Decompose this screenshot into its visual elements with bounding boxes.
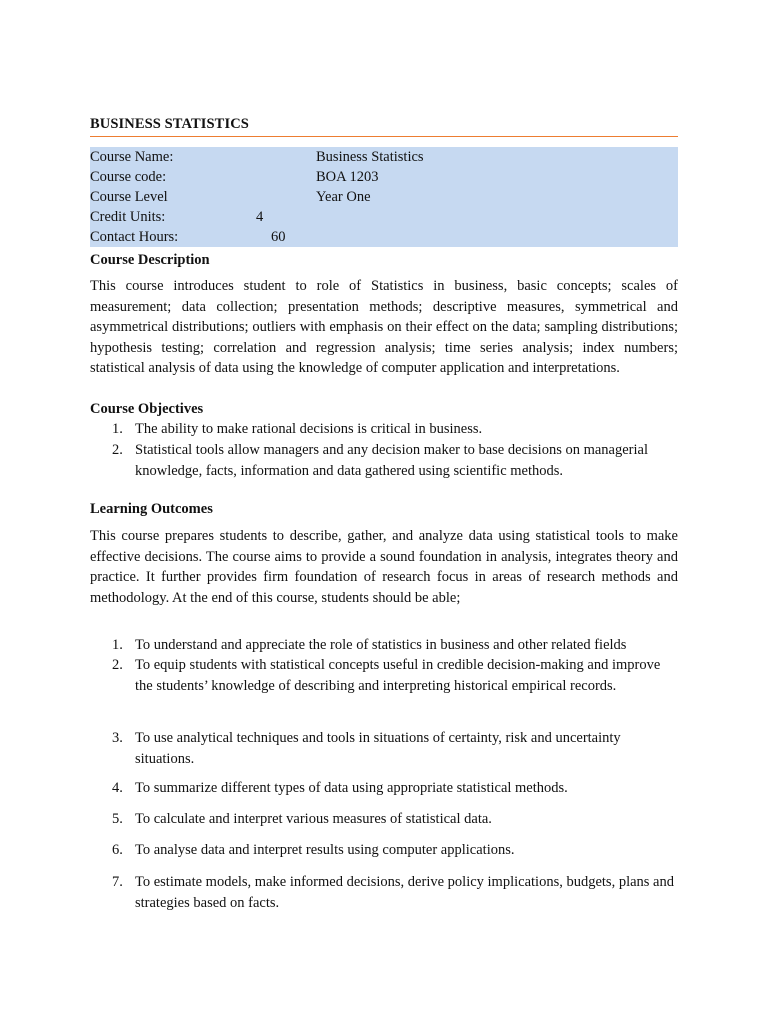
contact-hours-value: 60 bbox=[271, 229, 286, 245]
course-objectives-heading: Course Objectives bbox=[90, 401, 204, 417]
document-title: BUSINESS STATISTICS bbox=[90, 116, 249, 132]
outcome-number: 4. bbox=[112, 780, 123, 796]
title-underline bbox=[90, 136, 678, 137]
course-code-value: BOA 1203 bbox=[316, 169, 379, 185]
outcome-number: 3. bbox=[112, 730, 123, 746]
course-level-value: Year One bbox=[316, 189, 371, 205]
contact-hours-label: Contact Hours: bbox=[90, 229, 179, 245]
course-name-label: Course Name: bbox=[90, 149, 174, 165]
course-description-heading: Course Description bbox=[90, 252, 210, 268]
outcome-text: To summarize different types of data using appropriate statistical methods. bbox=[135, 780, 568, 796]
course-level-row bbox=[90, 187, 678, 207]
outcome-text: To analyse data and interpret results using computer applications. bbox=[135, 842, 515, 858]
objective-text: The ability to make rational decisions is critical in business. bbox=[135, 421, 483, 437]
course-code-label: Course code: bbox=[90, 169, 167, 185]
outcome-text: To understand and appreciate the role of statistics in business and other related fields bbox=[135, 637, 627, 653]
outcome-text: To calculate and interpret various measures of statistical data. bbox=[135, 811, 492, 827]
objective-number: 1. bbox=[112, 421, 123, 437]
contact-hours-row bbox=[90, 227, 678, 247]
outcome-text: To estimate models, make informed decisions, derive policy implications, budgets, plans and strategies based on facts. bbox=[135, 874, 674, 911]
outcome-text: To use analytical techniques and tools in situations of certainty, risk and uncertainty situations. bbox=[135, 730, 621, 767]
outcome-number: 5. bbox=[112, 811, 123, 827]
course-name-row bbox=[90, 147, 678, 167]
outcome-number: 2. bbox=[112, 657, 123, 673]
outcome-number: 1. bbox=[112, 637, 123, 653]
outcome-number: 7. bbox=[112, 874, 123, 890]
credit-units-row bbox=[90, 207, 678, 227]
learning-outcomes-intro: This course prepares students to describe, gather, and analyze data using statistical tools to make effective decisions. The course aims to provide a sound foundation in analysis, integrates theory and practice. It further provides firm foundation of research focus in areas of research methods and methodology. At the end of this course, students should be able; bbox=[90, 528, 678, 606]
course-level-label: Course Level bbox=[90, 189, 168, 205]
objective-text: Statistical tools allow managers and any decision maker to base decisions on managerial knowledge, facts, information and data gathered using scientific methods. bbox=[135, 442, 648, 479]
credit-units-value: 4 bbox=[256, 209, 264, 225]
learning-outcomes-heading: Learning Outcomes bbox=[90, 501, 213, 517]
credit-units-label: Credit Units: bbox=[90, 209, 166, 225]
course-code-row bbox=[90, 167, 678, 187]
course-name-value: Business Statistics bbox=[316, 149, 424, 165]
course-info-block bbox=[90, 147, 678, 247]
course-description-text: This course introduces student to role of Statistics in business, basic concepts; scales of measurement; data collection; presentation methods; descriptive measures, symmetrical and asymmetrical distributions; outliers with emphasis on their effect on the data; sampling distributions; hypothesis testing; correlation and regression analysis; time series analysis; index numbers; statistical analysis of data using the knowledge of computer application and interpretations. bbox=[90, 278, 678, 377]
outcome-number: 6. bbox=[112, 842, 123, 858]
objective-number: 2. bbox=[112, 442, 123, 458]
outcome-text: To equip students with statistical concepts useful in credible decision-making and improve the students’ knowledge of describing and interpreting historical empirical records. bbox=[135, 657, 661, 694]
